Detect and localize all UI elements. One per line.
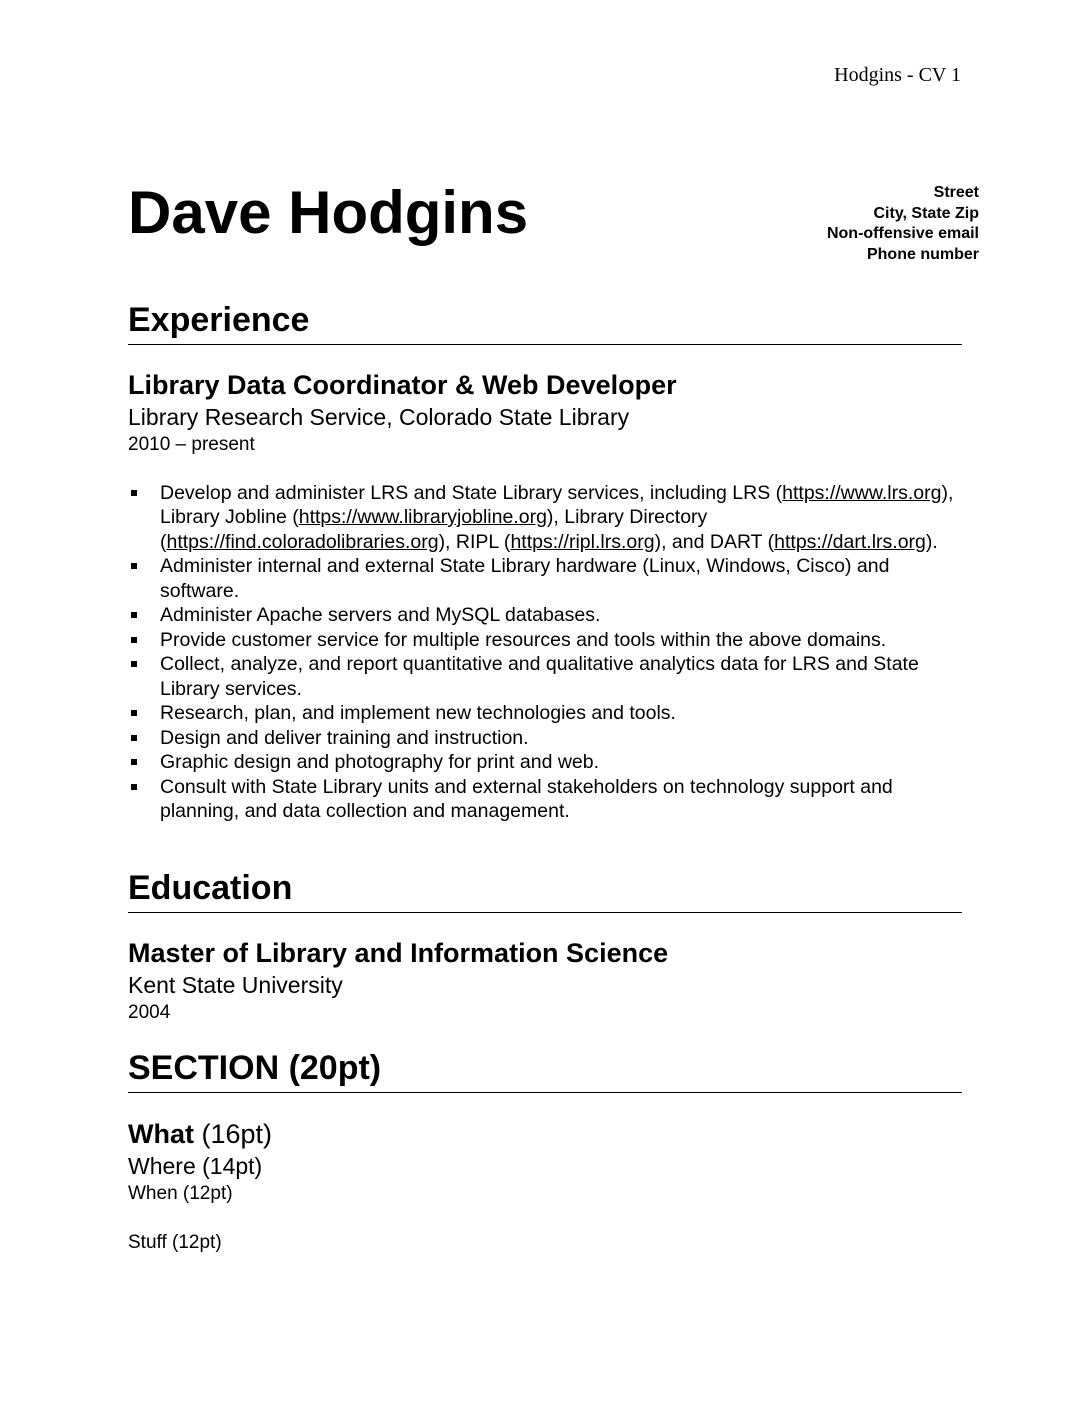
graduation-year: 2004: [128, 1001, 171, 1023]
list-item: [128, 628, 962, 653]
template-section: [128, 1051, 962, 1255]
experience-section: [128, 303, 962, 824]
list-item: [128, 652, 962, 701]
bullet-square-icon: [131, 490, 137, 496]
what-line: [128, 1121, 962, 1148]
running-head: Hodgins - CV 1: [834, 64, 961, 86]
education-heading: Education: [128, 871, 962, 913]
list-item: [128, 775, 962, 824]
school-name: Kent State University: [128, 972, 343, 998]
duty-text: Provide customer service for multiple resources and tools within the above domains.: [160, 628, 887, 651]
what-label: What: [128, 1119, 194, 1149]
stuff-line: Stuff (12pt): [128, 1231, 222, 1253]
education-section: [128, 871, 962, 1026]
job-title: Library Data Coordinator & Web Developer: [128, 370, 677, 400]
job-dates: 2010 – present: [128, 433, 255, 455]
duty-text: ), RIPL (: [438, 530, 511, 553]
duty-text: Consult with State Library units and external stakeholders on technology support and planning, and data collection and management.: [160, 775, 893, 823]
duty-text: Administer internal and external State Library hardware (Linux, Windows, Cisco) and software.: [160, 555, 890, 602]
bullet-square-icon: [131, 710, 137, 716]
contact-city: City, State Zip: [873, 204, 979, 222]
duty-text: ).: [925, 530, 938, 553]
duty-text: Graphic design and photography for print and web.: [160, 751, 600, 774]
where-line: Where (14pt): [128, 1153, 263, 1179]
contact-block: [827, 183, 979, 265]
candidate-name: Dave Hodgins: [128, 179, 529, 246]
when-line: When (12pt): [128, 1182, 233, 1204]
dart-link[interactable]: https://dart.lrs.org: [774, 530, 926, 553]
list-item: [128, 750, 962, 775]
lrs-link[interactable]: https://www.lrs.org: [782, 481, 942, 504]
ripl-link[interactable]: https://ripl.lrs.org: [510, 530, 655, 553]
bullet-square-icon: [131, 612, 137, 618]
duty-text: Develop and administer LRS and State Library services, including LRS (: [160, 481, 783, 504]
list-item: [128, 481, 962, 555]
list-item: [128, 726, 962, 751]
job-duties-list: [128, 481, 962, 824]
duty-text: ), and DART (: [654, 530, 775, 553]
contact-phone: Phone number: [866, 245, 979, 263]
bullet-square-icon: [131, 759, 137, 765]
list-item: [128, 554, 962, 603]
bullet-square-icon: [131, 784, 137, 790]
bullet-square-icon: [131, 661, 137, 667]
contact-email: Non-offensive email: [826, 225, 979, 242]
bullet-square-icon: [131, 563, 137, 569]
degree-title: Master of Library and Information Science: [128, 938, 669, 968]
duty-text: Design and deliver training and instruction.: [160, 726, 529, 749]
job-organization: Library Research Service, Colorado State Library: [128, 404, 630, 430]
contact-street: Street: [933, 184, 979, 201]
duty-text: Collect, analyze, and report quantitative and qualitative analytics data for LRS and State Library services.: [160, 653, 919, 700]
list-item: [128, 603, 962, 628]
duty-text: Administer Apache servers and MySQL databases.: [160, 604, 601, 627]
bullet-square-icon: [131, 637, 137, 643]
duty-text: ), Library Jobline (: [160, 481, 954, 529]
what-size: (16pt): [193, 1119, 273, 1149]
jobline-link[interactable]: https://www.libraryjobline.org: [298, 506, 547, 529]
template-section-heading: SECTION (20pt): [128, 1051, 962, 1093]
duty-text: Research, plan, and implement new technologies and tools.: [160, 702, 676, 725]
library-directory-link[interactable]: https://find.coloradolibraries.org: [166, 530, 439, 553]
duty-text: ), Library Directory (: [160, 506, 708, 553]
bullet-square-icon: [131, 735, 137, 741]
experience-heading: Experience: [128, 303, 962, 345]
list-item: [128, 701, 962, 726]
